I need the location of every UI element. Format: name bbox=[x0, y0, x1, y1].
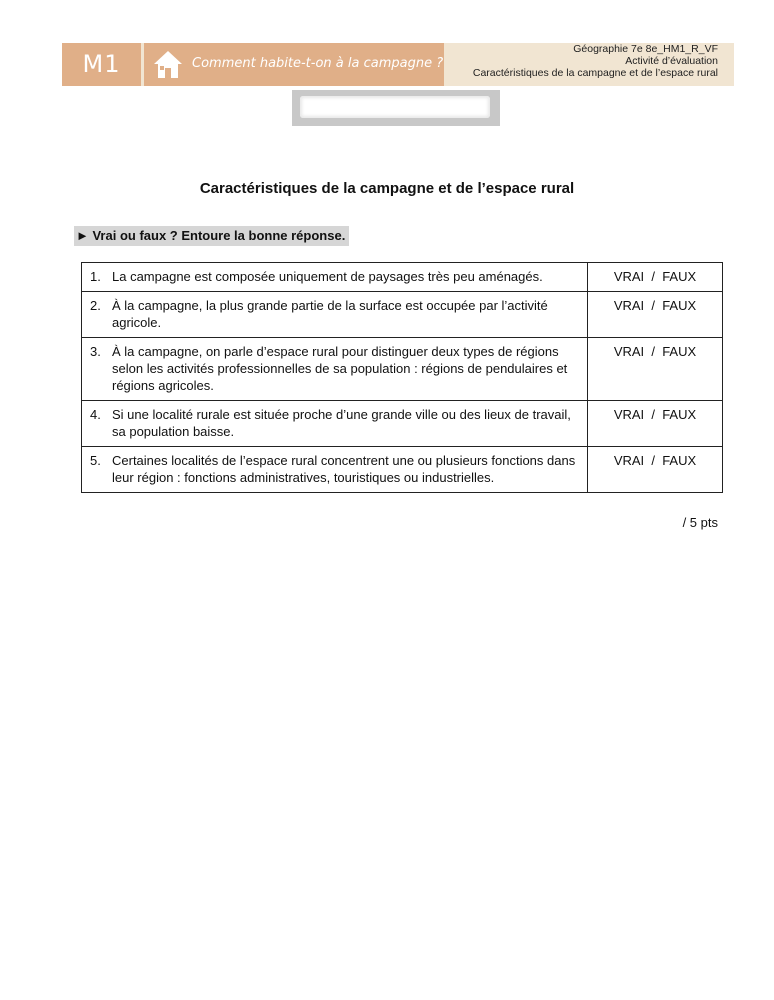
question-cell bbox=[82, 263, 588, 292]
question-text: À la campagne, on parle d’espace rural pour distinguer deux types de régions selon les activités professionnelles de sa population : régions de pendulaires et régions agricoles. bbox=[112, 344, 568, 393]
question-text: La campagne est composée uniquement de paysages très peu aménagés. bbox=[112, 269, 543, 284]
answer-choice[interactable]: VRAI / FAUX bbox=[588, 263, 723, 292]
question-number: 2. bbox=[90, 298, 101, 313]
table-row bbox=[82, 447, 723, 493]
meta-topic: Caractéristiques de la campagne et de l’espace rural bbox=[472, 67, 718, 79]
house-icon bbox=[152, 48, 184, 80]
chapter-title: Comment habite-t-on à la campagne ? bbox=[192, 56, 444, 71]
question-number: 4. bbox=[90, 407, 101, 422]
question-cell bbox=[82, 292, 588, 338]
table-row bbox=[82, 338, 723, 401]
table-row bbox=[82, 292, 723, 338]
question-number: 5. bbox=[90, 453, 101, 468]
name-field-frame bbox=[292, 90, 500, 126]
meta-course-code: Géographie 7e 8e_HM1_R_VF bbox=[573, 43, 718, 55]
name-field[interactable] bbox=[300, 96, 490, 118]
question-number: 3. bbox=[90, 344, 101, 359]
points-total: / 5 pts bbox=[682, 515, 718, 530]
answer-choice[interactable]: VRAI / FAUX bbox=[588, 447, 723, 493]
question-table bbox=[81, 262, 723, 493]
header-meta bbox=[473, 43, 718, 79]
instruction: ► Vrai ou faux ? Entoure la bonne réponse. bbox=[74, 226, 349, 246]
answer-choice[interactable]: VRAI / FAUX bbox=[588, 338, 723, 401]
question-number: 1. bbox=[90, 269, 101, 284]
meta-activity-type: Activité d’évaluation bbox=[625, 55, 718, 67]
question-cell bbox=[82, 447, 588, 493]
answer-choice[interactable]: VRAI / FAUX bbox=[588, 401, 723, 447]
question-text: Si une localité rurale est située proche d’une grande ville ou des lieux de travail, sa population baisse. bbox=[112, 407, 571, 439]
table-row bbox=[82, 401, 723, 447]
page-title: Caractéristiques de la campagne et de l’espace rural bbox=[199, 180, 575, 197]
question-cell bbox=[82, 401, 588, 447]
question-text: À la campagne, la plus grande partie de la surface est occupée par l’activité agricole. bbox=[112, 298, 548, 330]
question-cell bbox=[82, 338, 588, 401]
answer-choice[interactable]: VRAI / FAUX bbox=[588, 292, 723, 338]
question-text: Certaines localités de l’espace rural concentrent une ou plusieurs fonctions dans leur région : fonctions administratives, touristiques ou industrielles. bbox=[112, 453, 576, 485]
module-tag: M1 bbox=[62, 43, 141, 86]
table-row bbox=[82, 263, 723, 292]
